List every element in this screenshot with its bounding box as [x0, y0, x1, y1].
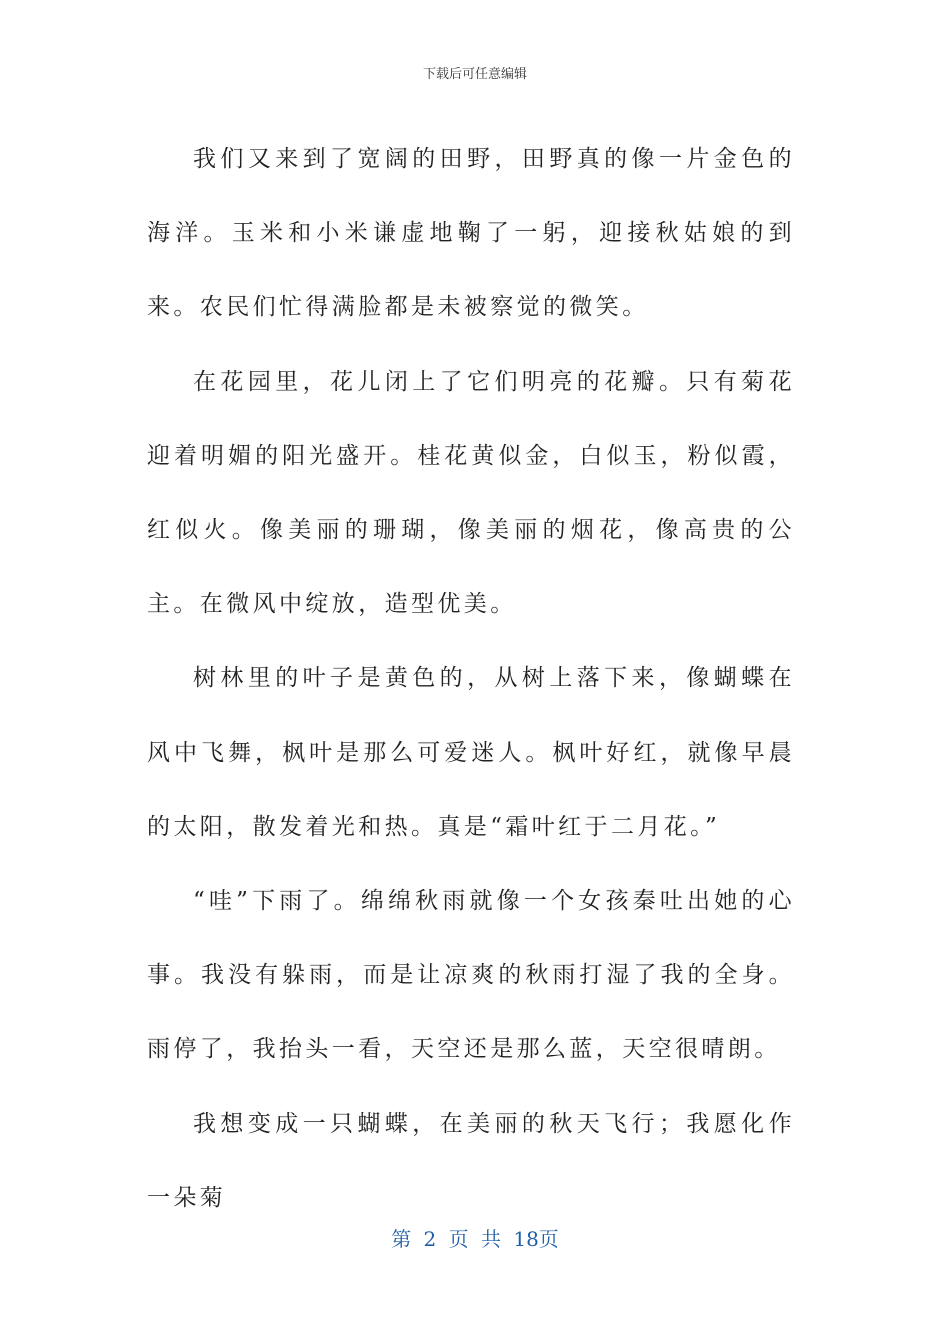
- paragraph: 在花园里，花儿闭上了它们明亮的花瓣。只有菊花迎着明媚的阳光盛开。桂花黄似金，白似玉，粉似霞，红似火。像美丽的珊瑚，像美丽的烟花，像高贵的公主。在微风中绽放，造型优美。: [147, 368, 795, 618]
- page-header: 下载后可任意编辑: [422, 67, 527, 82]
- paragraph: “哇”下雨了。绵绵秋雨就像一个女孩秦吐出她的心事。我没有躲雨，而是让凉爽的秋雨打湿了我的全身。雨停了，我抬头一看，天空还是那么蓝，天空很晴朗。: [147, 888, 795, 1063]
- paragraph: 我想变成一只蝴蝶，在美丽的秋天飞行；我愿化作一朵菊: [147, 1110, 795, 1211]
- paragraph: 我们又来到了宽阔的田野，田野真的像一片金色的海洋。玉米和小米谦虚地鞠了一躬，迎接秋姑娘的到来。农民们忙得满脸都是未被察觉的微笑。: [147, 146, 795, 321]
- document-body: [147, 122, 795, 1235]
- paragraph: 树林里的叶子是黄色的，从树上落下来，像蝴蝶在风中飞舞，枫叶是那么可爱迷人。枫叶好红，就像早晨的太阳，散发着光和热。真是“霜叶红于二月花。”: [147, 665, 795, 840]
- page-footer-page-number: 第 2 页 共 18页: [391, 1227, 559, 1251]
